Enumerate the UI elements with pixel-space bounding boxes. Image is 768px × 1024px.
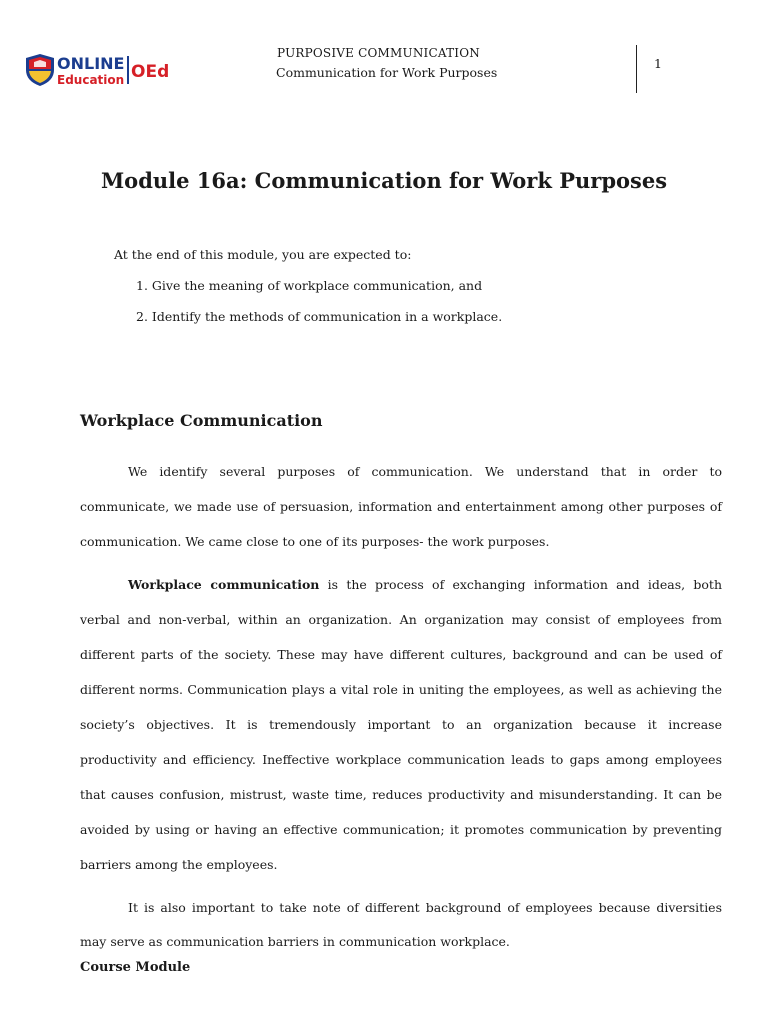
shield-icon — [26, 54, 54, 86]
logo-divider — [127, 56, 129, 84]
header-course-title: PURPOSIVE COMMUNICATION — [277, 46, 480, 60]
paragraph-line: It is also important to take note of different background of employees because diversities — [128, 900, 722, 915]
paragraph-line: that causes confusion, mistrust, waste time, reduces productivity and misunderstanding. It can be — [80, 787, 722, 802]
header-subtitle: Communication for Work Purposes — [276, 65, 498, 80]
objective-item: 2. Identify the methods of communication in a workplace. — [136, 309, 503, 324]
footer-label: Course Module — [80, 960, 191, 975]
header-divider — [636, 45, 637, 93]
paragraph-line: productivity and efficiency. Ineffective workplace communication leads to gaps among employees — [80, 752, 722, 767]
online-education-logo — [24, 52, 176, 88]
logo-education-text: Education — [57, 73, 125, 87]
objectives-intro: At the end of this module, you are expected to: — [114, 247, 412, 262]
paragraph-line: barriers among the employees. — [80, 857, 278, 872]
paragraph-line: may serve as communication barriers in communication workplace. — [80, 934, 510, 949]
objective-item: 1. Give the meaning of workplace communication, and — [136, 278, 483, 293]
paragraph-line: We identify several purposes of communication. We understand that in order to — [128, 464, 722, 479]
paragraph-line — [80, 576, 722, 594]
section-heading: Workplace Communication — [80, 411, 323, 430]
paragraph-line: society’s objectives. It is tremendously important to an organization because it increase — [80, 717, 722, 732]
paragraph-line: communication. We came close to one of its purposes- the work purposes. — [80, 534, 550, 549]
logo-online-text: ONLINE — [57, 54, 125, 73]
module-title: Module 16a: Communication for Work Purposes — [100, 168, 668, 193]
term-workplace-communication: Workplace communication — [128, 577, 320, 592]
paragraph-line: different norms. Communication plays a vital role in uniting the employees, as well as achieving the — [80, 682, 722, 697]
paragraph-text: is the process of exchanging information and ideas, both — [319, 577, 722, 592]
paragraph-line: avoided by using or having an effective communication; it promotes communication by preventing — [80, 822, 722, 837]
page-number: 1 — [654, 56, 662, 71]
paragraph-line: verbal and non-verbal, within an organization. An organization may consist of employees from — [80, 612, 722, 627]
paragraph-line: different parts of the society. These may have different cultures, background and can be used of — [80, 647, 722, 662]
paragraph-line: communicate, we made use of persuasion, information and entertainment among other purposes of — [80, 499, 722, 514]
logo-oed-text: OEd — [131, 62, 170, 82]
